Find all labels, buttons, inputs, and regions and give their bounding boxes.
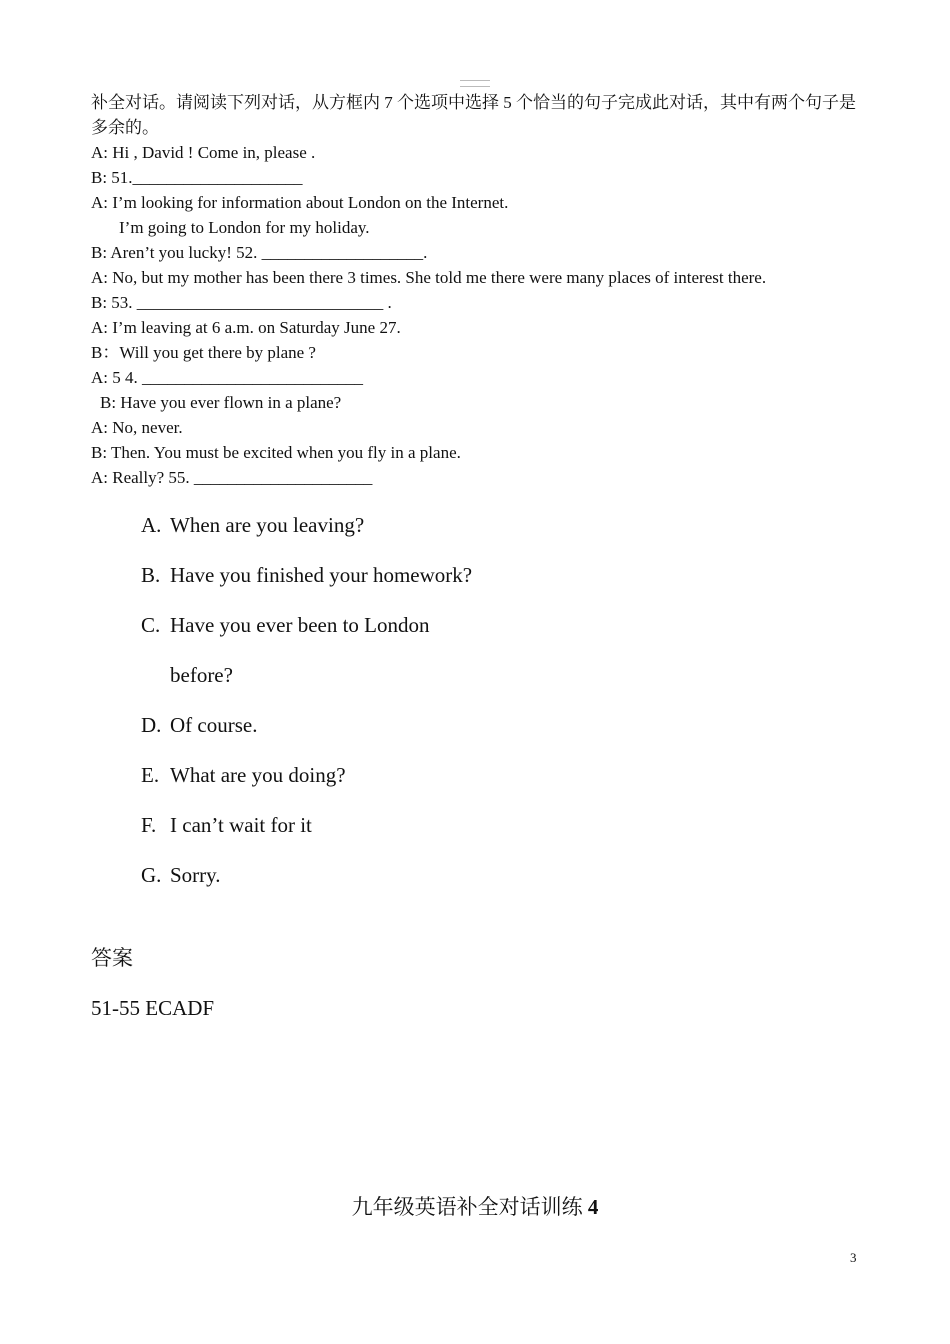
next-section-title-text: 九年级英语补全对话训练 bbox=[351, 1195, 583, 1219]
dialogue-line: B: Then. You must be excited when you fly in a plane. bbox=[91, 443, 461, 462]
option-text: When are you leaving? bbox=[170, 513, 365, 537]
dialogue-line: A: I’m leaving at 6 a.m. on Saturday June 27. bbox=[91, 318, 401, 337]
dialogue-line: A: No, but my mother has been there 3 times. She told me there were many places of interest there. bbox=[91, 268, 767, 287]
option-letter: D. bbox=[141, 713, 162, 737]
dialogue-line: A: Really? 55. _____________________ bbox=[91, 468, 373, 487]
next-section-title bbox=[0, 1190, 950, 1224]
option-letter: E. bbox=[141, 763, 160, 787]
dialogue-line: I’m going to London for my holiday. bbox=[119, 218, 370, 237]
option-list bbox=[141, 505, 472, 905]
option-item bbox=[141, 755, 472, 805]
option-letter: A. bbox=[141, 513, 162, 537]
dialogue-line: A: 5 4. __________________________ bbox=[91, 368, 363, 387]
option-item bbox=[141, 855, 472, 905]
option-item bbox=[141, 705, 472, 755]
option-text: Sorry. bbox=[170, 863, 221, 887]
dialogue-line: B：Will you get there by plane ? bbox=[91, 343, 316, 362]
dialogue-line: B: Have you ever flown in a plane? bbox=[100, 393, 342, 412]
next-section-number: 4 bbox=[587, 1195, 599, 1219]
option-continuation: before? bbox=[170, 663, 233, 687]
option-text: Have you finished your homework? bbox=[170, 563, 473, 587]
dialogue-line: B: 51.____________________ bbox=[91, 168, 303, 187]
dialogue-line: A: No, never. bbox=[91, 418, 183, 437]
option-item bbox=[141, 505, 472, 555]
answer-key: 51-55 ECADF bbox=[91, 996, 215, 1020]
dialogue-line: A: I’m looking for information about London on the Internet. bbox=[91, 193, 509, 212]
option-text: Have you ever been to London bbox=[170, 613, 430, 637]
dialogue-line: B: Aren’t you lucky! 52. ___________________. bbox=[91, 243, 428, 262]
dialogue-line: A: Hi , David ! Come in, please . bbox=[91, 143, 316, 162]
option-item bbox=[141, 555, 472, 605]
option-text: What are you doing? bbox=[170, 763, 346, 787]
option-letter: B. bbox=[141, 563, 161, 587]
option-item bbox=[141, 805, 472, 855]
answer-heading: 答案 bbox=[91, 946, 133, 970]
option-letter: C. bbox=[141, 613, 161, 637]
page-number: 3 bbox=[850, 1250, 857, 1265]
option-item bbox=[141, 605, 472, 655]
option-text: Of course. bbox=[170, 713, 258, 737]
option-letter: G. bbox=[141, 863, 162, 887]
dialogue bbox=[91, 140, 871, 490]
header-mark bbox=[460, 80, 490, 87]
dialogue-line: B: 53. _____________________________ . bbox=[91, 293, 392, 312]
option-letter: F. bbox=[141, 813, 157, 837]
option-text: I can’t wait for it bbox=[170, 813, 312, 837]
instructions-text: 补全对话。请阅读下列对话，从方框内 7 个选项中选择 5 个恰当的句子完成此对话，其中有两个句子是多余的。 bbox=[91, 93, 856, 137]
